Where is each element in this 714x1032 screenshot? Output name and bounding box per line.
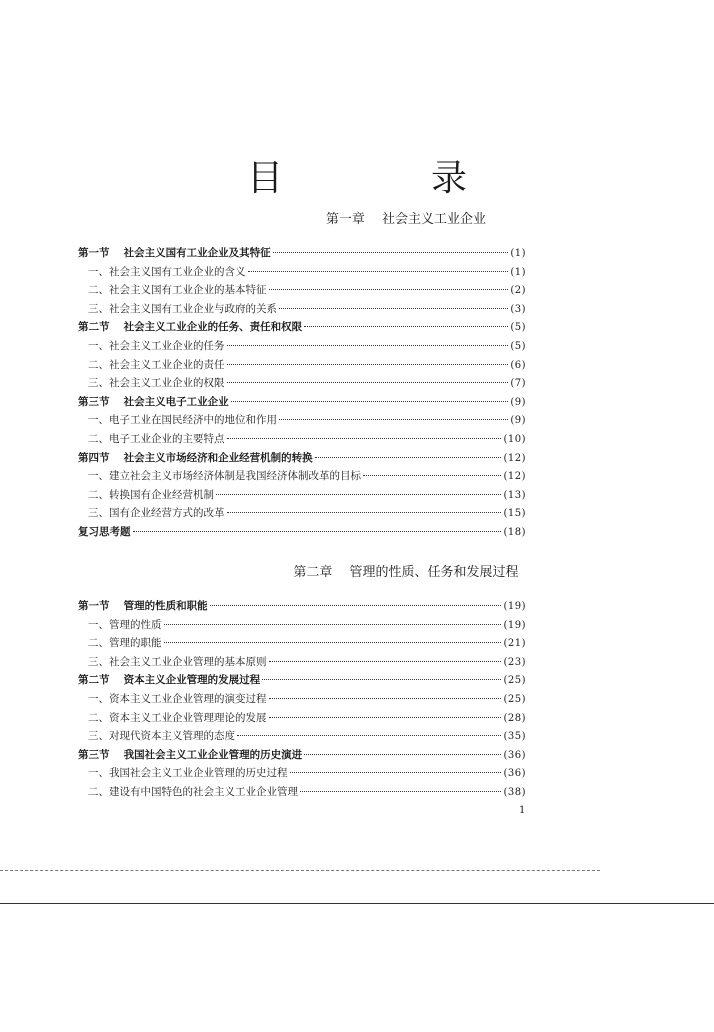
toc-entry-title: 第一节 社会主义国有工业企业及其特征 (78, 247, 271, 259)
toc-entry-title: 一、我国社会主义工业企业管理的历史过程 (88, 767, 288, 780)
toc-item-entry[interactable] (78, 727, 526, 746)
dot-leader (269, 289, 509, 290)
toc-entry-title: 二、社会主义工业企业的责任 (88, 358, 225, 371)
chapter-heading: 第一章 社会主义工业企业 (325, 212, 487, 227)
toc-item-entry[interactable] (78, 504, 526, 523)
dot-leader (315, 457, 502, 458)
toc-entry-page: (18) (503, 526, 526, 538)
page-number: 1 (519, 805, 526, 816)
toc-section-entry[interactable] (78, 597, 526, 616)
toc-section-entry[interactable] (78, 746, 526, 765)
toc-entry-title: 复习思考题 (78, 525, 131, 538)
toc-entry-page: (12) (503, 471, 526, 483)
toc-entry-title: 一、建立社会主义市场经济体制是我国经济体制改革的目标 (88, 470, 361, 483)
dot-leader (269, 661, 502, 662)
toc-entry-page: (35) (503, 731, 526, 743)
dot-leader (279, 308, 508, 309)
toc-entry-title: 三、社会主义工业企业管理的基本原则 (88, 655, 267, 668)
toc-item-entry[interactable] (78, 783, 526, 802)
toc-chapter-2 (78, 597, 526, 802)
dot-leader (164, 642, 502, 643)
toc-entry-title: 第三节 我国社会主义工业企业管理的历史演进 (78, 748, 303, 761)
dot-leader (262, 679, 501, 680)
toc-entry-title: 二、资本主义工业企业管理理论的发展 (88, 711, 267, 724)
toc-entry-title: 第三节 社会主义电子工业企业 (78, 395, 229, 408)
toc-entry-page: (2) (510, 285, 526, 297)
dot-leader (216, 494, 501, 495)
toc-entry-title: 二、建设有中国特色的社会主义工业企业管理 (88, 785, 298, 798)
toc-item-entry[interactable] (78, 356, 526, 375)
dot-leader (231, 401, 509, 402)
dot-leader (248, 271, 509, 272)
toc-entry-page: (19) (503, 619, 526, 631)
toc-entry-page: (23) (503, 656, 526, 668)
toc-entry-title: 一、资本主义工业企业管理的演变过程 (88, 692, 267, 705)
dot-leader (164, 624, 502, 625)
dot-leader (279, 419, 508, 420)
toc-entry-page: (36) (503, 768, 526, 780)
toc-entry-title: 一、电子工业在国民经济中的地位和作用 (88, 414, 277, 427)
dot-leader (227, 382, 509, 383)
toc-item-entry[interactable] (78, 337, 526, 356)
dot-leader (210, 605, 502, 606)
toc-section-entry[interactable] (78, 244, 526, 263)
toc-entry-page: (5) (510, 322, 526, 334)
toc-entry-page: (10) (503, 433, 526, 445)
dot-leader (269, 717, 502, 718)
toc-entry-page: (21) (503, 638, 526, 650)
toc-entry-title: 一、社会主义国有工业企业的含义 (88, 265, 246, 278)
toc-item-entry[interactable] (78, 764, 526, 783)
toc-entry-page: (38) (503, 786, 526, 798)
toc-chapter-1 (78, 244, 526, 542)
toc-entry-title: 二、社会主义国有工业企业的基本特征 (88, 284, 267, 297)
toc-entry-title: 第二节 资本主义企业管理的发展过程 (78, 674, 261, 687)
toc-entry-page: (25) (503, 693, 526, 705)
toc-section-entry[interactable] (78, 318, 526, 337)
dot-leader (300, 791, 501, 792)
toc-item-entry[interactable] (78, 690, 526, 709)
dot-leader (227, 364, 509, 365)
toc-entry-title: 一、社会主义工业企业的任务 (88, 339, 225, 352)
toc-entry-title: 二、电子工业企业的主要特点 (88, 432, 225, 445)
page-title: 目 录 (246, 158, 523, 200)
divider (0, 870, 600, 871)
toc-section-entry[interactable] (78, 449, 526, 468)
toc-section-entry[interactable] (78, 393, 526, 412)
toc-item-entry[interactable] (78, 263, 526, 282)
toc-item-entry[interactable] (78, 616, 526, 635)
toc-entry-page: (9) (510, 396, 526, 408)
toc-item-entry[interactable] (78, 374, 526, 393)
toc-entry-page: (5) (510, 340, 526, 352)
toc-entry-page: (1) (510, 248, 526, 259)
toc-item-entry[interactable] (78, 709, 526, 728)
dot-leader (133, 531, 502, 532)
toc-entry-page: (3) (510, 303, 526, 315)
toc-section-entry[interactable] (78, 523, 526, 542)
toc-entry-title: 三、社会主义国有工业企业与政府的关系 (88, 302, 277, 315)
chapter-heading: 第二章 管理的性质、任务和发展过程 (293, 565, 519, 580)
toc-entry-page: (25) (503, 675, 526, 687)
toc-entry-title: 第四节 社会主义市场经济和企业经营机制的转换 (78, 451, 313, 464)
dot-leader (290, 772, 502, 773)
toc-item-entry[interactable] (78, 300, 526, 319)
toc-item-entry[interactable] (78, 653, 526, 672)
toc-entry-title: 二、管理的职能 (88, 637, 162, 650)
dot-leader (304, 754, 501, 755)
dot-leader (227, 345, 509, 346)
toc-item-entry[interactable] (78, 411, 526, 430)
toc-entry-page: (13) (503, 489, 526, 501)
toc-entry-page: (1) (510, 266, 526, 278)
toc-entry-page: (7) (510, 378, 526, 390)
dot-leader (227, 438, 502, 439)
toc-entry-title: 三、对现代资本主义管理的态度 (88, 730, 235, 743)
toc-item-entry[interactable] (78, 430, 526, 449)
toc-section-entry[interactable] (78, 671, 526, 690)
toc-entry-title: 三、国有企业经营方式的改革 (88, 507, 225, 520)
toc-entry-page: (36) (503, 749, 526, 761)
toc-entry-page: (19) (503, 601, 526, 612)
dot-leader (363, 475, 501, 476)
toc-entry-page: (9) (510, 415, 526, 427)
toc-entry-page: (15) (503, 508, 526, 520)
dot-leader (304, 326, 508, 327)
toc-entry-page: (28) (503, 712, 526, 724)
toc-item-entry[interactable] (78, 634, 526, 653)
divider (0, 903, 714, 904)
toc-entry-title: 第二节 社会主义工业企业的任务、责任和权限 (78, 321, 303, 334)
toc-entry-title: 二、转换国有企业经营机制 (88, 488, 214, 501)
toc-item-entry[interactable] (78, 467, 526, 486)
toc-entry-title: 三、社会主义工业企业的权限 (88, 377, 225, 390)
toc-entry-page: (12) (503, 452, 526, 464)
toc-item-entry[interactable] (78, 281, 526, 300)
toc-item-entry[interactable] (78, 486, 526, 505)
toc-entry-title: 一、管理的性质 (88, 618, 162, 631)
dot-leader (237, 735, 501, 736)
toc-entry-title: 第一节 管理的性质和职能 (78, 600, 208, 612)
dot-leader (273, 252, 509, 253)
dot-leader (227, 512, 502, 513)
dot-leader (269, 698, 502, 699)
toc-entry-page: (6) (510, 359, 526, 371)
